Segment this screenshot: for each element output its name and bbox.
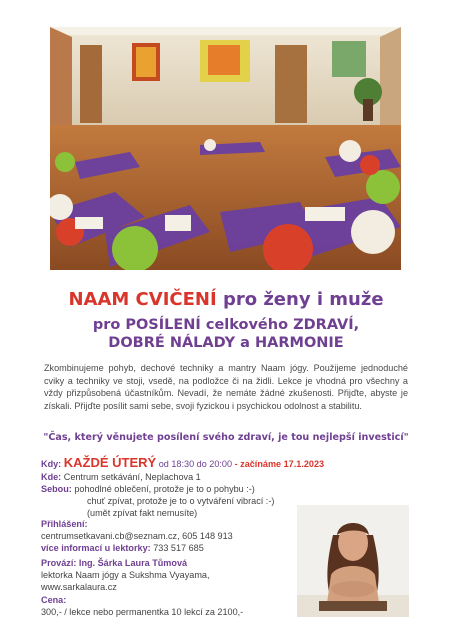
instructor-role: lektorka Naam jógy a Sukshma Vyayama, (41, 570, 210, 580)
when-day: KAŽDÉ ÚTERÝ (63, 455, 157, 470)
when-start: - začínáme 17.1.2023 (232, 459, 325, 469)
bring-line-2: chuť zpívat, protože je to o vytváření vibrací :-) (87, 496, 275, 506)
when-row (41, 455, 324, 470)
instructor-row (41, 558, 187, 568)
bring-label: Sebou: (41, 484, 72, 494)
quote: "Čas, který věnujete posílení svého zdraví, je tou nejlepší investicí" (43, 432, 409, 443)
intro-paragraph: Zkombinujeme pohyb, dechové techniky a mantry Naam jógy. Použijeme jednoduché cviky a techniky ve stoji, vsedě, na podložce či na židli. Lekce je vhodná pro všechny a vždy přizpůsobená účastníkům. Nevadí, že nemáte žádné zkušenosti. Přijďte, abyste je získali. Přijďte posílit sami sebe, svoji fyzickou i psychickou odolnost a stabilitu. (44, 363, 408, 411)
instructor-web: www.sarkalaura.cz (41, 582, 117, 592)
price-label: Cena: (41, 595, 67, 605)
instructor-label: Provází: (41, 558, 77, 568)
signup-contact: centrumsetkavani.cb@seznam.cz, 605 148 913 (41, 531, 233, 541)
price-value: 300,- / lekce nebo permanentka 10 lekcí za 2100,- (41, 607, 244, 617)
where-value: Centrum setkávání, Neplachova 1 (61, 472, 201, 482)
instructor-photo (297, 505, 409, 617)
when-label: Kdy: (41, 459, 62, 469)
bring-line-3: (umět zpívat fakt nemusíte) (87, 508, 198, 518)
page-title (0, 289, 452, 310)
more-info-row (41, 543, 204, 553)
title-highlight: NAAM CVIČENÍ (68, 289, 217, 310)
subtitle-line-2: DOBRÉ NÁLADY a HARMONIE (108, 335, 344, 351)
instructor-name: Ing. Šárka Laura Tůmová (76, 558, 188, 568)
bring-line-1: pohodlné oblečení, protože je to o pohybu :-) (71, 484, 255, 494)
more-info-phone: 733 517 685 (150, 543, 204, 553)
where-label: Kde: (41, 472, 62, 482)
yoga-room-photo (50, 27, 401, 270)
more-info-label: více informací u lektorky: (41, 543, 151, 553)
signup-label: Přihlášení: (41, 519, 88, 529)
where-row (41, 472, 201, 482)
when-time: od 18:30 do 20:00 (156, 459, 233, 469)
subtitle-line-1: pro POSÍLENÍ celkového ZDRAVÍ, (92, 317, 360, 333)
bring-row (41, 484, 255, 494)
title-rest: pro ženy i muže (216, 289, 384, 310)
